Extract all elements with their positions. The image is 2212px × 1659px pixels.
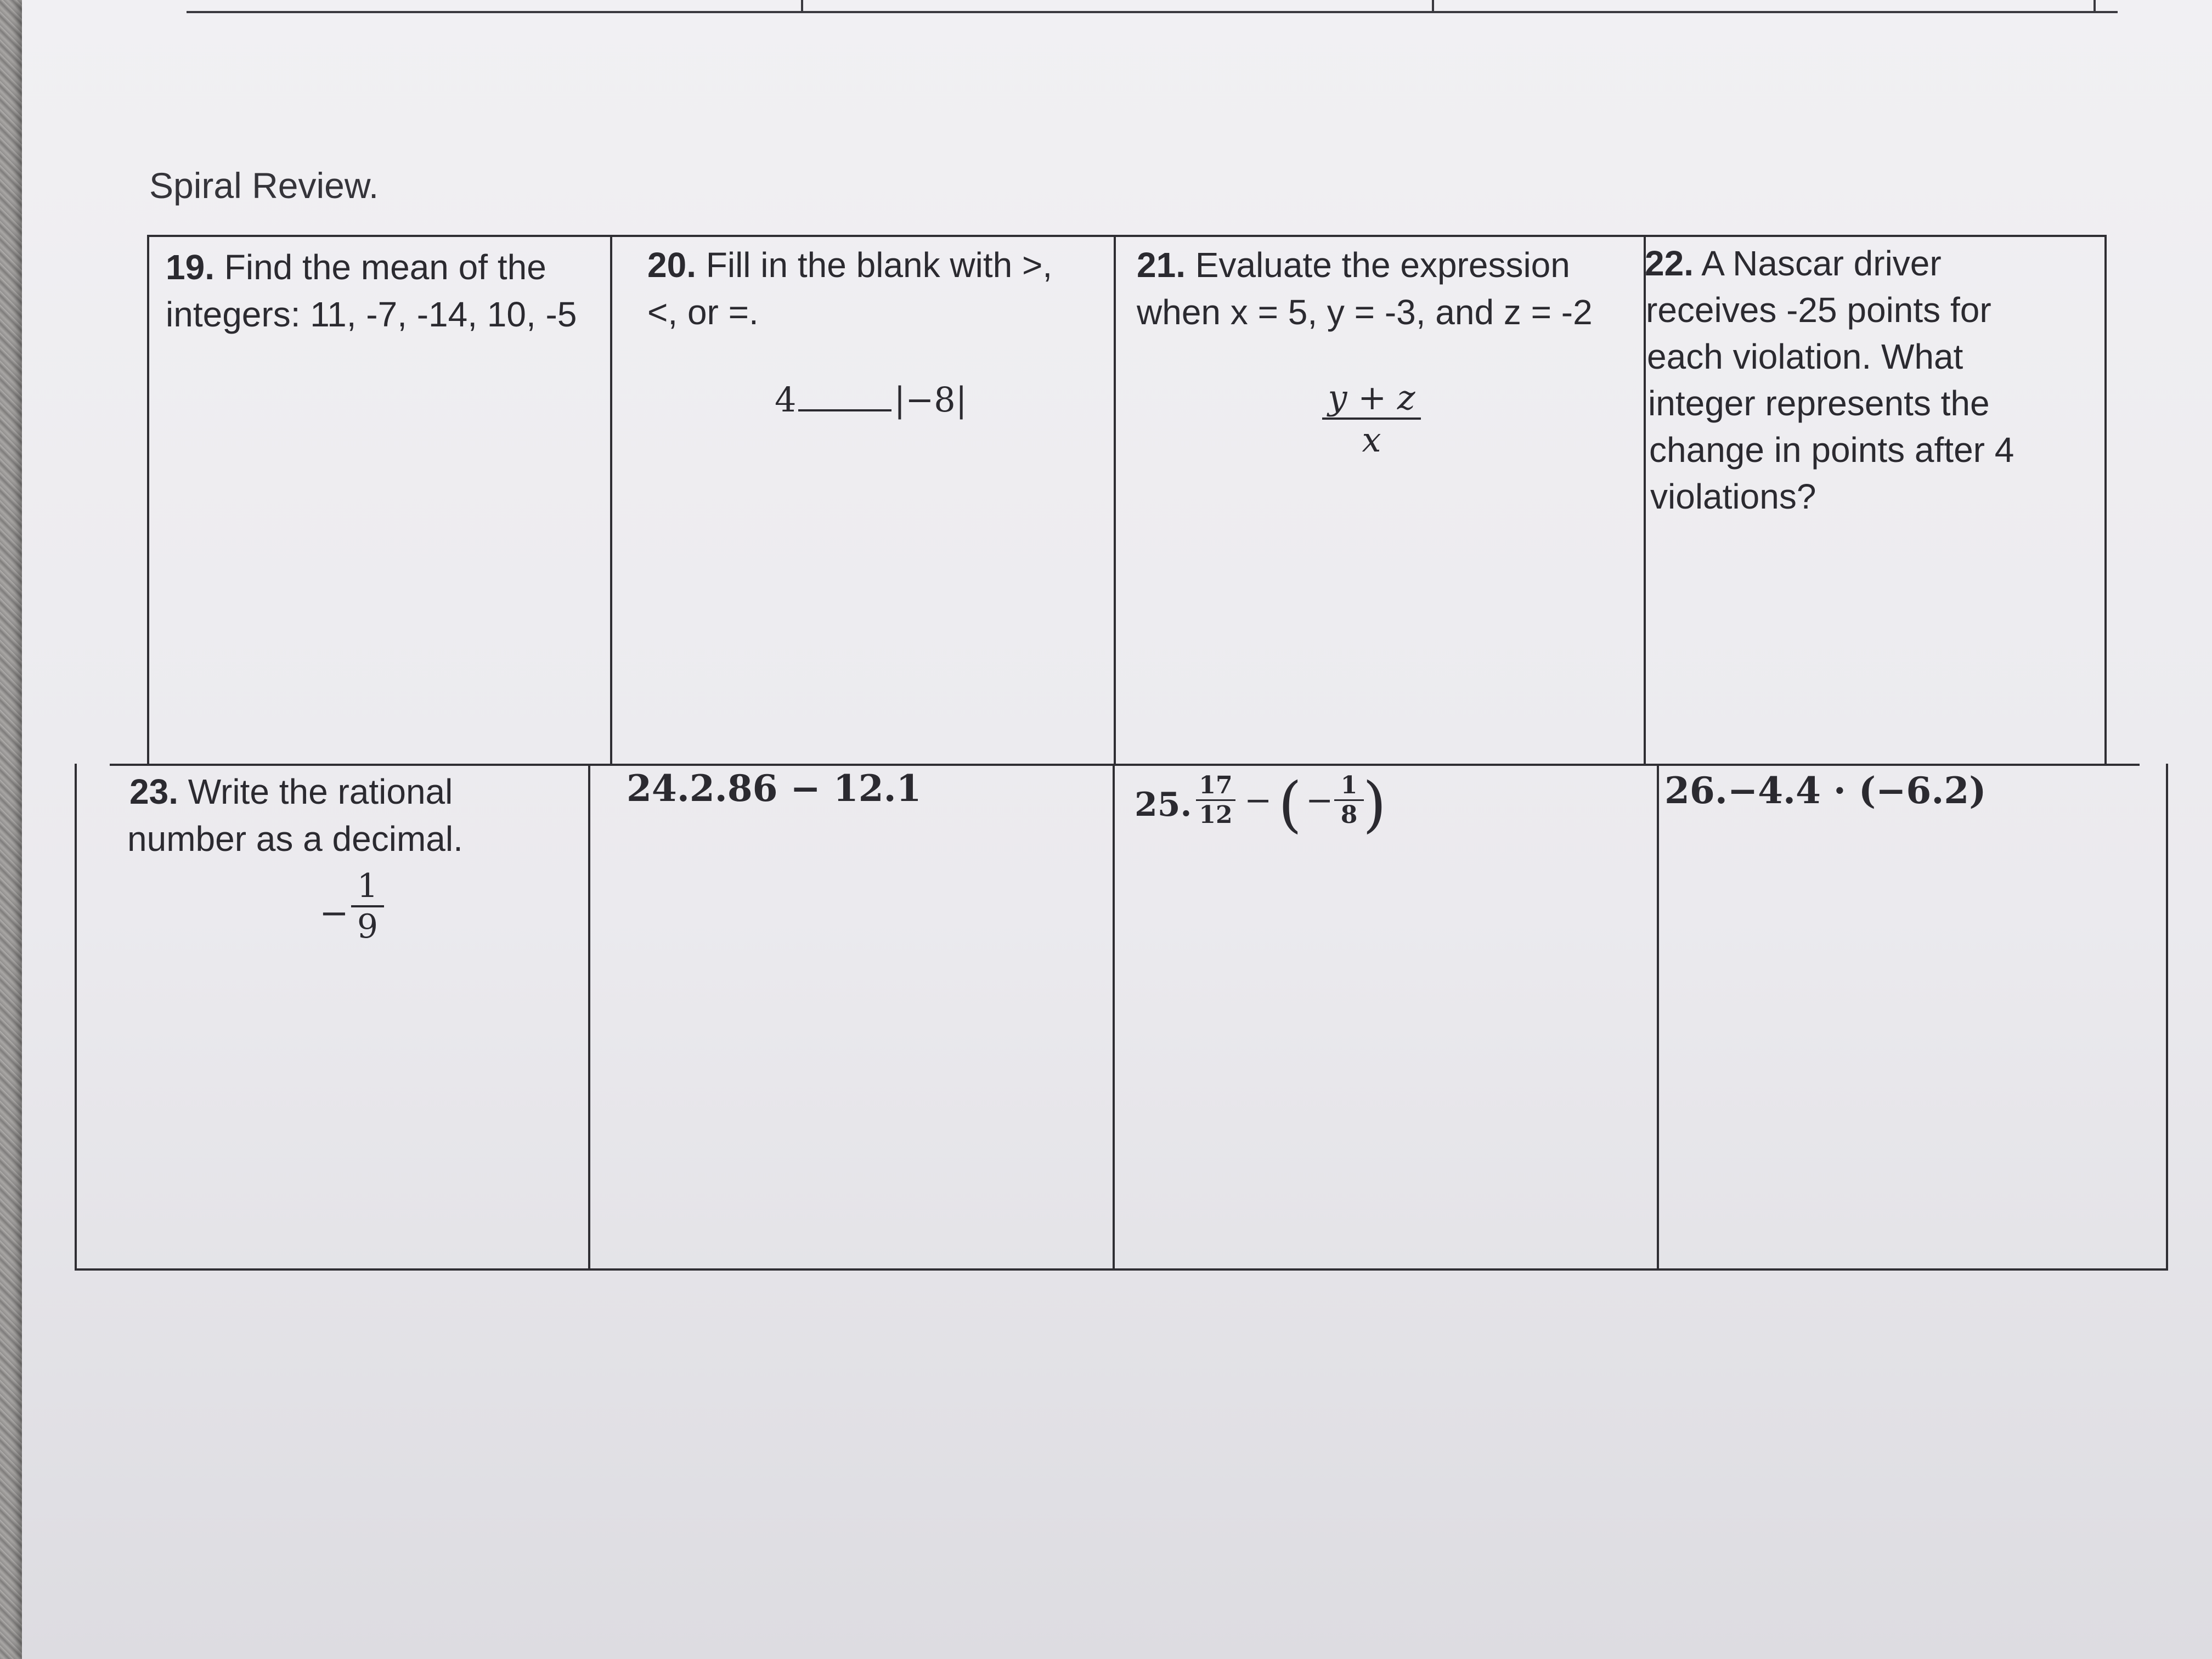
problem-text: integer represents the xyxy=(1648,383,1990,423)
problem-text: A Nascar driver xyxy=(1701,244,1942,283)
problem-number: 24. xyxy=(627,767,690,810)
problem-text: Fill in the blank with >, xyxy=(706,245,1053,285)
problem-number: 26. xyxy=(1664,769,1728,812)
grid-middle-border xyxy=(110,764,2140,766)
minus-sign: − xyxy=(1244,781,1272,820)
fraction-denominator: 9 xyxy=(357,907,379,946)
expression-right: |−8| xyxy=(894,380,967,420)
rational-number-fraction xyxy=(351,867,384,946)
close-parenthesis: ) xyxy=(1363,769,1386,839)
problem-text: each violation. What xyxy=(1647,337,1963,376)
fraction-1-8 xyxy=(1334,771,1364,829)
fraction-numerator: 17 xyxy=(1199,771,1233,799)
problem-text: receives -25 points for xyxy=(1646,290,1991,330)
previous-table-divider xyxy=(2094,0,2096,13)
problem-text: integers: 11, -7, -14, 10, -5 xyxy=(166,295,577,334)
fraction-denominator: x xyxy=(1362,420,1381,460)
grid-top-border xyxy=(147,235,2107,237)
problem-text: Evaluate the expression xyxy=(1195,245,1570,285)
answer-area-24[interactable] xyxy=(590,823,1110,1266)
fraction-denominator: 8 xyxy=(1340,801,1358,829)
problem-number: 23. xyxy=(129,772,178,811)
problem-text: <, or =. xyxy=(647,292,759,332)
negative-sign: − xyxy=(319,893,349,934)
grid-right-border-bottom xyxy=(2166,764,2168,1269)
problem-number-25: 25. xyxy=(1135,786,1192,824)
page-title: Spiral Review. xyxy=(149,165,379,206)
problem-19 xyxy=(166,244,605,338)
problem-expression: −4.4 · (−6.2) xyxy=(1727,769,1987,812)
grid-bottom-border xyxy=(75,1268,2168,1271)
problem-text: Find the mean of the xyxy=(224,247,546,287)
negative-sign: − xyxy=(1306,781,1334,820)
comparison-expression xyxy=(775,380,967,420)
problem-number: 19. xyxy=(166,247,215,287)
problem-text: change in points after 4 xyxy=(1649,430,2015,470)
problem-number: 21. xyxy=(1137,245,1186,285)
answer-blank[interactable] xyxy=(798,409,891,411)
answer-area-20[interactable] xyxy=(612,439,1111,761)
problem-24 xyxy=(627,767,922,810)
grid-right-border-top xyxy=(2104,235,2107,765)
fraction-denominator: 12 xyxy=(1199,801,1233,829)
previous-table-divider xyxy=(1432,0,1434,13)
previous-table-divider xyxy=(801,0,803,13)
answer-area-26[interactable] xyxy=(1659,823,2164,1266)
problem-26 xyxy=(1664,769,1986,812)
answer-area-22[interactable] xyxy=(1646,527,2102,761)
fraction-numerator: 1 xyxy=(1340,771,1358,799)
problem-number: 20. xyxy=(647,245,696,285)
open-parenthesis: ( xyxy=(1278,769,1302,839)
previous-table-bottom-border xyxy=(187,11,2118,13)
answer-area-19[interactable] xyxy=(149,351,608,761)
answer-area-25[interactable] xyxy=(1115,867,1655,1266)
problem-20 xyxy=(647,241,1108,336)
fraction-17-12 xyxy=(1196,771,1235,829)
problem-text: number as a decimal. xyxy=(127,819,463,859)
answer-area-23[interactable] xyxy=(77,977,586,1266)
problem-22 xyxy=(1645,240,2100,520)
expression-left: 4 xyxy=(775,380,797,420)
fraction-numerator: 1 xyxy=(357,867,379,905)
expression-fraction xyxy=(1322,377,1421,460)
problem-23 xyxy=(129,768,579,862)
answer-area-21[interactable] xyxy=(1116,483,1641,761)
problem-text: Write the rational xyxy=(188,772,453,811)
problem-text: when x = 5, y = -3, and z = -2 xyxy=(1137,292,1593,332)
fraction-numerator: y + z xyxy=(1328,377,1415,417)
problem-number: 22. xyxy=(1645,244,1694,283)
problem-expression: 2.86 − 12.1 xyxy=(689,767,922,810)
problem-text: violations? xyxy=(1650,477,1816,516)
problem-21 xyxy=(1137,241,1641,336)
